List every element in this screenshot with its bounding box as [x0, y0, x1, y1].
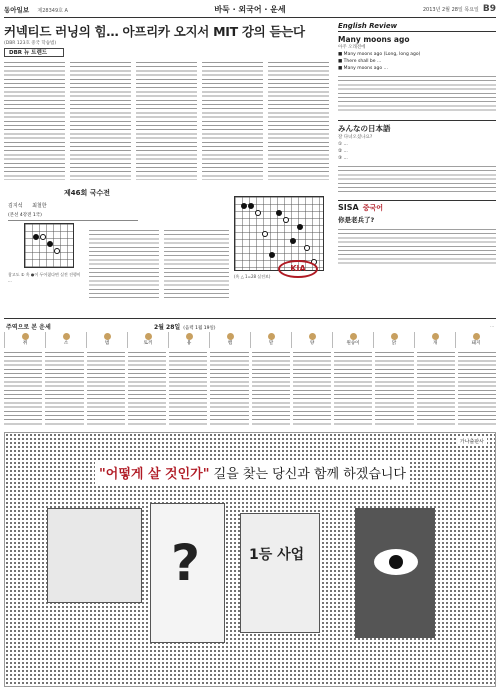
zodiac-animal-icon [104, 333, 111, 340]
horoscope-text [458, 350, 496, 425]
eye-icon [374, 549, 418, 575]
text-column [202, 60, 263, 180]
japanese-row: ① ... [338, 142, 348, 147]
horoscope-date: 2월 28일 (음력 1월 19일) [154, 324, 216, 331]
japanese-subtitle: 잘 다녀오셨나요? [338, 135, 373, 140]
horoscope-text [210, 350, 248, 425]
go-commentary [89, 228, 159, 298]
sisa-headline: 你是老兵了? [338, 216, 375, 224]
horoscope-text [87, 350, 125, 425]
zodiac-sign [291, 332, 332, 348]
zodiac-label: 원숭이 [346, 341, 360, 346]
go-commentary [164, 228, 229, 298]
zodiac-label: 쥐 [22, 341, 28, 346]
black-stone [33, 234, 39, 240]
go-caption-left: 참고도 ① 흑 ●이 두어졌다면 실전 진행이 ... [8, 272, 81, 283]
sisa-cn: 중국어 [362, 204, 383, 212]
english-review-headline: Many moons ago [338, 35, 410, 44]
text-column [268, 60, 329, 180]
black-stone [248, 203, 254, 209]
horoscope-text [293, 350, 331, 425]
section-title: 바둑 · 외국어 · 운세 [214, 5, 286, 14]
question-mark-icon: ? [171, 534, 201, 592]
zodiac-sign [373, 332, 414, 348]
column-label: DBR 뉴 트렌드 [4, 48, 64, 57]
page-info: 2013년 2월 28일 목요일 B9 [422, 4, 496, 14]
zodiac-animal-icon [22, 333, 29, 340]
japanese-row: ② ... [338, 149, 348, 154]
white-stone [54, 248, 60, 254]
zodiac-animal-icon [268, 333, 275, 340]
black-stone [297, 224, 303, 230]
white-stone [262, 231, 268, 237]
japanese-row: ③ ... [338, 156, 348, 161]
zodiac-animal-icon [186, 333, 193, 340]
zodiac-label: 돼지 [471, 341, 481, 346]
zodiac-animal-icon [473, 333, 480, 340]
zodiac-label: 닭 [391, 341, 397, 346]
zodiac-animal-icon [350, 333, 357, 340]
english-review-title: English Review [338, 22, 496, 32]
english-review-body [338, 74, 496, 114]
book-title: 1등 사업 [249, 547, 305, 563]
ad-slogan: "어떻게 살 것인가" 길을 찾는 당신과 함께 하겠습니다 [95, 461, 410, 484]
sisa-body [338, 227, 496, 265]
book-ad[interactable] [4, 432, 496, 687]
kia-ad[interactable] [268, 246, 328, 306]
zodiac-sign [455, 332, 496, 348]
masthead [4, 2, 496, 18]
book-cover[interactable] [355, 508, 435, 638]
zodiac-sign [168, 332, 209, 348]
go-players [8, 202, 138, 209]
zodiac-animal-icon [432, 333, 439, 340]
black-stone [241, 203, 247, 209]
book-cover[interactable] [150, 503, 225, 643]
horoscope-header [4, 318, 496, 330]
black-stone [47, 241, 53, 247]
player-black: 김지석 [8, 203, 23, 209]
publisher-logo: 가나출판사 [457, 437, 487, 446]
horoscope-text [334, 350, 372, 425]
kia-logo: KIA [278, 260, 318, 278]
japanese-body [338, 164, 496, 194]
zodiac-label: 양 [309, 341, 315, 346]
book-cover[interactable] [240, 513, 320, 633]
go-title: 제46회 국수전 [64, 189, 110, 197]
zodiac-animal-icon [227, 333, 234, 340]
horoscope-text [375, 350, 413, 425]
horoscope-columns [4, 350, 496, 425]
zodiac-animal-icon [391, 333, 398, 340]
article-headline: 커넥티드 러닝의 힘… 아프리카 오지서 MIT 강의 듣는다 [4, 24, 305, 39]
right-column [338, 22, 496, 265]
horoscope-text [45, 350, 83, 425]
go-subtitle: (본선 4강전 1국) [8, 212, 138, 221]
zodiac-label: 뱀 [227, 341, 233, 346]
page-number: B9 [482, 4, 496, 14]
edition: 제28349호 A [37, 8, 68, 14]
zodiac-sign [86, 332, 127, 348]
horoscope-text [4, 350, 42, 425]
sisa-title: SISA 중국어 [338, 200, 496, 213]
zodiac-sign [209, 332, 250, 348]
japanese-title: みんなの日本語 [338, 120, 496, 134]
english-review-item: ■ Many moons ago (Long, long ago) [338, 52, 421, 57]
zodiac-sign [250, 332, 291, 348]
zodiac-label: 말 [268, 341, 274, 346]
horoscope-title: 주역으로 본 운세 [6, 324, 51, 331]
english-review-item: ■ Many moons ago ... [338, 66, 388, 71]
zodiac-animal-icon [63, 333, 70, 340]
zodiac-label: 소 [63, 341, 69, 346]
zodiac-sign [4, 332, 45, 348]
zodiac-label: 개 [432, 341, 438, 346]
player-white: 최철한 [32, 203, 47, 209]
zodiac-label: 범 [104, 341, 110, 346]
article-byline: (DBR 123호 중국 학습법) [4, 41, 57, 46]
white-stone [283, 217, 289, 223]
zodiac-sign [332, 332, 373, 348]
text-column [4, 60, 65, 180]
horoscope-text [128, 350, 166, 425]
text-column [136, 60, 197, 180]
zodiac-label: 용 [186, 341, 192, 346]
horoscope-text [417, 350, 455, 425]
zodiac-sign [127, 332, 168, 348]
book-cover[interactable] [47, 508, 142, 603]
white-stone [40, 234, 46, 240]
text-column [70, 60, 131, 180]
zodiac-sign [414, 332, 455, 348]
go-reference-board [24, 223, 74, 268]
zodiac-animal-icon [145, 333, 152, 340]
go-caption-right: (흑 △ 1=28 실전보) [234, 274, 271, 279]
black-stone [276, 210, 282, 216]
zodiac-animal-icon [309, 333, 316, 340]
black-stone [290, 238, 296, 244]
paper-name: 동아일보 제28349호 A [4, 6, 68, 14]
horoscope-text [252, 350, 290, 425]
white-stone [255, 210, 261, 216]
zodiac-signs [4, 332, 496, 348]
horoscope-credit: ... [490, 323, 494, 328]
horoscope-text [169, 350, 207, 425]
article-body [4, 60, 329, 180]
zodiac-label: 토끼 [143, 341, 153, 346]
zodiac-sign [45, 332, 86, 348]
english-review-subtitle: 아주 오래전에 [338, 45, 366, 50]
english-review-item: ■ There shall be ... [338, 59, 382, 64]
